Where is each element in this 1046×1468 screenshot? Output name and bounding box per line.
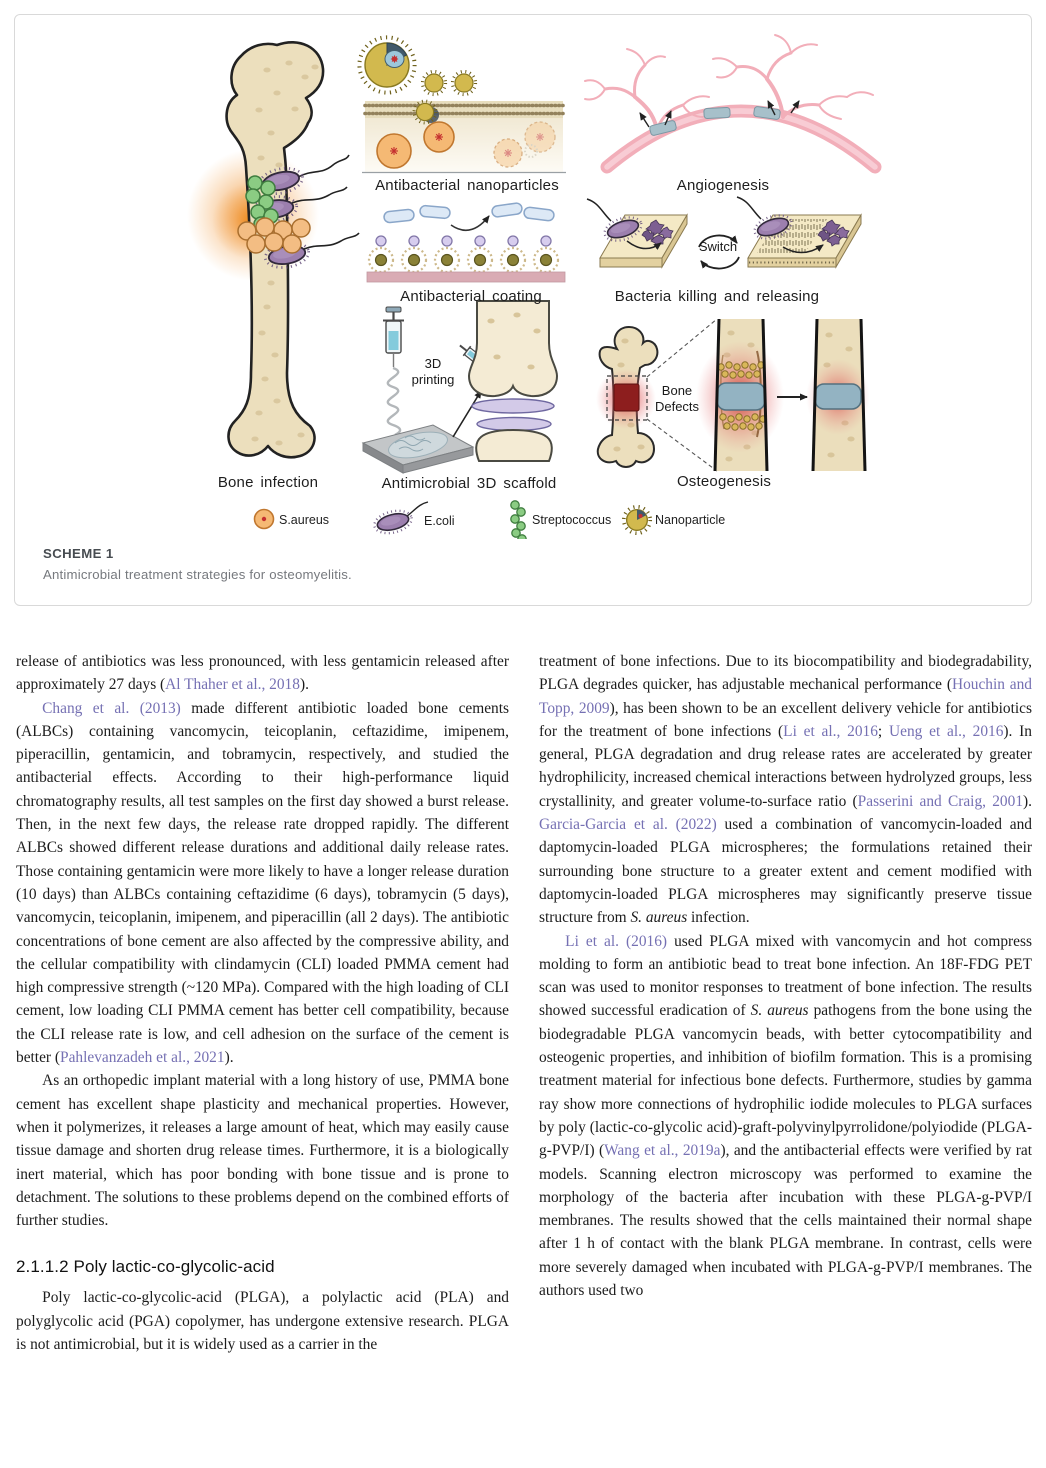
- text-segment: S. aureus: [630, 909, 688, 927]
- panel-label-osteogenesis: Osteogenesis: [676, 473, 772, 490]
- legend-label-e-coli: E.coli: [424, 514, 455, 528]
- healing-bone-section: [696, 319, 784, 471]
- e-coli-icon: [372, 502, 428, 537]
- panel-label-coating: Antibacterial coating: [400, 288, 542, 305]
- panel-label-angiogenesis: Angiogenesis: [676, 177, 770, 194]
- scheme-caption-title: SCHEME 1: [43, 546, 114, 561]
- legend-label-s-aureus: S.aureus: [279, 513, 330, 527]
- annotation-3d-printing: [412, 356, 455, 388]
- annotation-switch: Switch: [698, 239, 738, 254]
- citation-link[interactable]: Ueng et al., 2016: [889, 722, 1004, 740]
- streptococcus-icon: [511, 501, 526, 539]
- citation-link[interactable]: Al Thaher et al., 2018: [165, 676, 300, 694]
- annotation-3d-printing-line1: 3D: [424, 356, 442, 371]
- coating-illustration: [367, 202, 565, 282]
- citation-link[interactable]: Li et al. (2016): [565, 932, 668, 950]
- nanoparticle-cutaway-icon: [359, 37, 414, 92]
- cell-membrane: [365, 101, 563, 118]
- text-segment: used PLGA mixed with vancomycin and hot compress molding to form an antibiotic bead to treat bone infection. An 18F-FDG PET scan was used to monitor responses to treatment of bone infection. The results showed successful eradication of: [539, 932, 1032, 1020]
- text-segment: ), and the antibacterial effects were verified by rat models. Scanning electron microscopy was performed to examine the morphology of the bacteria after incubation with these PLGA-g-PVP/I membranes. The results showed that the cells maintained their normal shape after 1 h of contact with the blank PLGA membrane. In contrast, cells were more severely damaged when incubated with PLGA-g-PVP/I membranes. The authors used two: [539, 1142, 1032, 1300]
- s-aureus-icon: [255, 510, 274, 529]
- paragraph: [539, 930, 1032, 1303]
- annotation-3d-printing-line2: printing: [411, 371, 455, 387]
- text-segment: infection.: [687, 909, 750, 927]
- text-segment: release of antibiotics was less pronounced, with less gentamicin released after approximately 27 days (: [16, 653, 509, 694]
- paragraph: [16, 697, 509, 1070]
- scheme-illustration: [15, 15, 1032, 539]
- released-bacteria: [384, 202, 555, 230]
- s-aureus-cluster: [238, 218, 310, 253]
- nanoparticle-icon: [453, 72, 476, 95]
- legend-label-streptococcus: Streptococcus: [532, 513, 612, 527]
- annotation-bone-defects-line2: Defects: [654, 398, 700, 414]
- text-segment: pathogens from the bone using the biodegradable PLGA vancomycin beads, with better cytocompatibility and osteogenic properties, and inhibition of biofilm formation. This is a promising treatment material for infectious bone defects. Furthermore, studies by gamma ray show more connections of hydrophilic iodide molecules to PLGA surfaces by poly (lactic-co-glycolic acid)-graft-polyvinylpyrrolidone/polyiodide (PLGA-g-PVP/I) (: [539, 1002, 1033, 1160]
- paragraph: [539, 650, 1032, 930]
- text-segment: made different antibiotic loaded bone cements (ALBCs) containing vancomycin, teicoplanin, ceftazidime, imipenem, piperacillin, gentamicin, and tobramycin, respectively, and studied the antibacterial effects. According to their high-performance liquid chromatography results, all test samples on the first day showed a burst release. Then, in the next few days, the release rate dropped rapidly. The different ALBCs showed different release durations and additional daily release rates. Those containing gentamicin were more likely to have a longer release duration (10 days) than ALBCs containing ceftazidime (6 days), tobramycin (5 days), vancomycin, teicoplanin, imipenem, and piperacillin (all 2 days). The antibiotic concentrations of bone cement are also affected by the compressive ability, and the cellular compatibility with clindamycin (CLI) loaded PMMA cement had high compressive strength (~120 MPa). Compared with the high loading of CLI cement, low loading CLI PMMA cement has better cell compatibility, because the CLI release rate is low, and cell adhesion on the surface of the cement is better (: [16, 699, 509, 1067]
- osteogenesis-illustration: [596, 319, 870, 471]
- killing-releasing-illustration: [587, 197, 861, 269]
- nanoparticle-icon: [624, 507, 650, 533]
- printer-syringe: [383, 307, 404, 367]
- legend-label-nanoparticle: Nanoparticle: [655, 513, 726, 527]
- left-column: [16, 650, 509, 1356]
- nanoparticle-icon: [423, 72, 446, 95]
- text-segment: ). In general, PLGA degradation and drug release rates are accelerated by greater hydrophilicity, increased chemical interactions between hydrolyzed groups, less crystallinity, and greater volume-to-surface ratio (: [539, 722, 1032, 810]
- scheme-caption-text: Antimicrobial treatment strategies for osteomyelitis.: [43, 567, 352, 582]
- extruded-coil: [388, 368, 400, 435]
- text-segment: ;: [877, 722, 889, 740]
- text-segment: As an orthopedic implant material with a long history of use, PMMA bone cement has excellent shape plasticity and mechanical properties. However, when it polymerizes, it releases a large amount of heat, which may easily cause tissue damage and shorten drug release times. Furthermore, it is a biologically inert material, which has poor bonding with bone tissue and is prone to detachment. The solutions to these problems depend on the combined efforts of further studies.: [16, 1072, 509, 1230]
- text-segment: treatment of bone infections. Due to its biocompatibility and biodegradability, PLGA degrades quicker, has adjustable mechanical performance (: [539, 653, 1032, 694]
- citation-link[interactable]: Houchin and Topp, 2009: [539, 676, 1032, 717]
- citation-link[interactable]: Pahlevanzadeh et al., 2021: [60, 1049, 225, 1067]
- knee-joint: [469, 301, 557, 461]
- text-segment: ).: [224, 1049, 234, 1067]
- panel-label-scaffold: Antimicrobial 3D scaffold: [381, 475, 557, 492]
- text-segment: S. aureus: [750, 1002, 809, 1020]
- citation-link[interactable]: Chang et al. (2013): [42, 699, 181, 717]
- scheme-1-card: [14, 14, 1032, 606]
- article-body: [16, 650, 1032, 1356]
- implant-block: [717, 383, 765, 410]
- paragraph: [16, 1286, 509, 1356]
- section-heading-plga: 2.1.1.2 Poly lactic-co-glycolic-acid: [16, 1257, 275, 1277]
- text-segment: ).: [299, 676, 309, 694]
- panel-label-killing-releasing: Bacteria killing and releasing: [614, 288, 820, 305]
- paragraph: [16, 1069, 509, 1232]
- scaffold-illustration: [363, 301, 557, 473]
- panel-label-nanoparticles: Antibacterial nanoparticles: [375, 177, 559, 194]
- citation-link[interactable]: Garcia-Garcia et al. (2022): [539, 816, 717, 834]
- citation-link[interactable]: Li et al., 2016: [783, 722, 878, 740]
- right-column: [539, 650, 1032, 1356]
- annotation-bone-defects: [655, 383, 699, 415]
- paragraph: [16, 650, 509, 697]
- text-segment: ).: [1023, 792, 1032, 810]
- text-segment: Poly lactic-co-glycolic-acid (PLGA), a polylactic acid (PLA) and polyglycolic acid (PGA) copolymer, has undergone extensive research. PLGA is not antimicrobial, but it is widely used as a carrier in the: [16, 1289, 509, 1354]
- scheme-caption: [43, 546, 352, 582]
- text-segment: ), has been shown to be an excellent delivery vehicle for antibiotics for the treatment of bone infections (: [539, 699, 1032, 740]
- coating-substrate: [367, 272, 565, 282]
- healed-bone-section: [806, 319, 870, 471]
- panel-label-bone-infection: Bone infection: [217, 474, 319, 491]
- citation-link[interactable]: Wang et al., 2019a: [604, 1142, 721, 1160]
- citation-link[interactable]: Passerini and Craig, 2001: [857, 792, 1024, 810]
- defect-bone: [596, 327, 657, 467]
- nanoparticles-illustration: [359, 37, 566, 172]
- annotation-bone-defects-line1: Bone: [661, 383, 693, 398]
- polymer-brushes: [369, 236, 558, 272]
- bone-infection-illustration: [187, 42, 359, 457]
- implant-block: [815, 384, 861, 409]
- text-segment: used a combination of vancomycin-loaded and daptomycin-loaded PLGA microspheres; the formulations retained their surrounding bone structure to a greater extent and cement modified with daptomycin-loaded PLGA microspheres may significantly preserve tissue structure from: [539, 816, 1033, 927]
- angiogenesis-illustration: [585, 35, 875, 167]
